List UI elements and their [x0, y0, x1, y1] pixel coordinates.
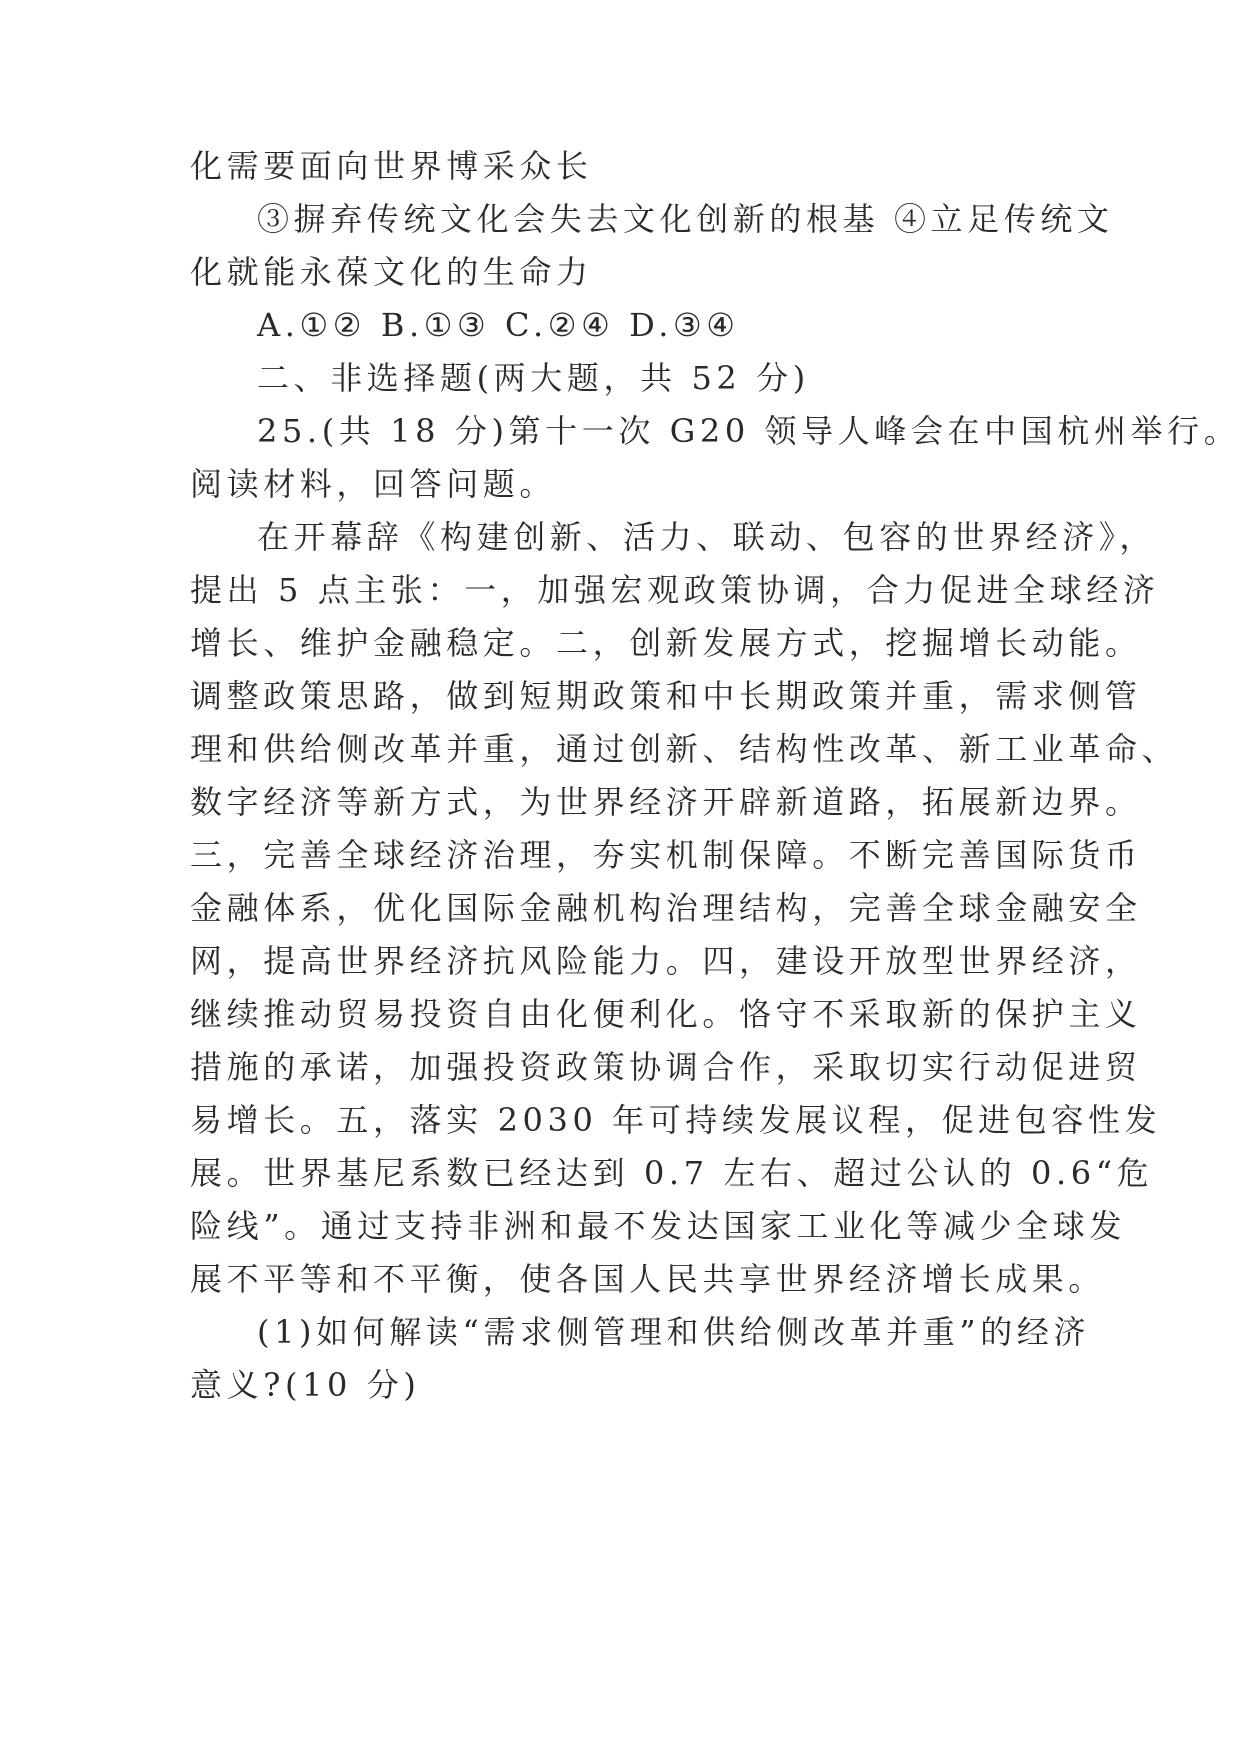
text-line: 增长、维护金融稳定。二，创新发展方式，挖掘增长动能。 [190, 624, 1142, 662]
text-line: 意义?(10 分) [190, 1366, 421, 1404]
text-line: 险线”。通过支持非洲和最不发达国家工业化等减少全球发 [190, 1207, 1126, 1245]
text-line: 易增长。五，落实 2030 年可持续发展议程，促进包容性发 [190, 1101, 1162, 1139]
text-line: 化就能永葆文化的生命力 [190, 253, 593, 291]
answer-options: A.①② B.①③ C.②④ D.③④ [257, 306, 740, 344]
text-line: 在开幕辞《构建创新、活力、联动、包容的世界经济》， [257, 518, 1157, 556]
text-line: 调整政策思路，做到短期政策和中长期政策并重，需求侧管 [190, 677, 1142, 715]
text-line: ③摒弃传统文化会失去文化创新的根基 ④立足传统文 [257, 200, 1114, 238]
text-line: 化需要面向世界博采众长 [190, 147, 593, 185]
text-line: 阅读材料，回答问题。 [190, 465, 557, 503]
text-line: 措施的承诺，加强投资政策协调合作，采取切实行动促进贸 [190, 1048, 1142, 1086]
text-line: 金融体系，优化国际金融机构治理结构，完善全球金融安全 [190, 889, 1142, 927]
text-line: 展不平等和不平衡，使各国人民共享世界经济增长成果。 [190, 1260, 1106, 1298]
text-line: 继续推动贸易投资自由化便利化。恪守不采取新的保护主义 [190, 995, 1142, 1033]
section-heading: 二、非选择题(两大题，共 52 分) [257, 359, 810, 397]
question-heading: 25.(共 18 分)第十一次 G20 领导人峰会在中国杭州举行。 [257, 412, 1241, 450]
text-line: 理和供给侧改革并重，通过创新、结构性改革、新工业革命、 [190, 730, 1179, 768]
text-line: 三，完善全球经济治理，夯实机制保障。不断完善国际货币 [190, 836, 1142, 874]
text-line: 提出 5 点主张：一，加强宏观政策协调，合力促进全球经济 [190, 571, 1160, 609]
text-line: 展。世界基尼系数已经达到 0.7 左右、超过公认的 0.6“危 [190, 1154, 1154, 1192]
sub-question: (1)如何解读“需求侧管理和供给侧改革并重”的经济 [257, 1313, 1091, 1351]
text-line: 网，提高世界经济抗风险能力。四，建设开放型世界经济， [190, 942, 1142, 980]
text-line: 数字经济等新方式，为世界经济开辟新道路，拓展新边界。 [190, 783, 1142, 821]
